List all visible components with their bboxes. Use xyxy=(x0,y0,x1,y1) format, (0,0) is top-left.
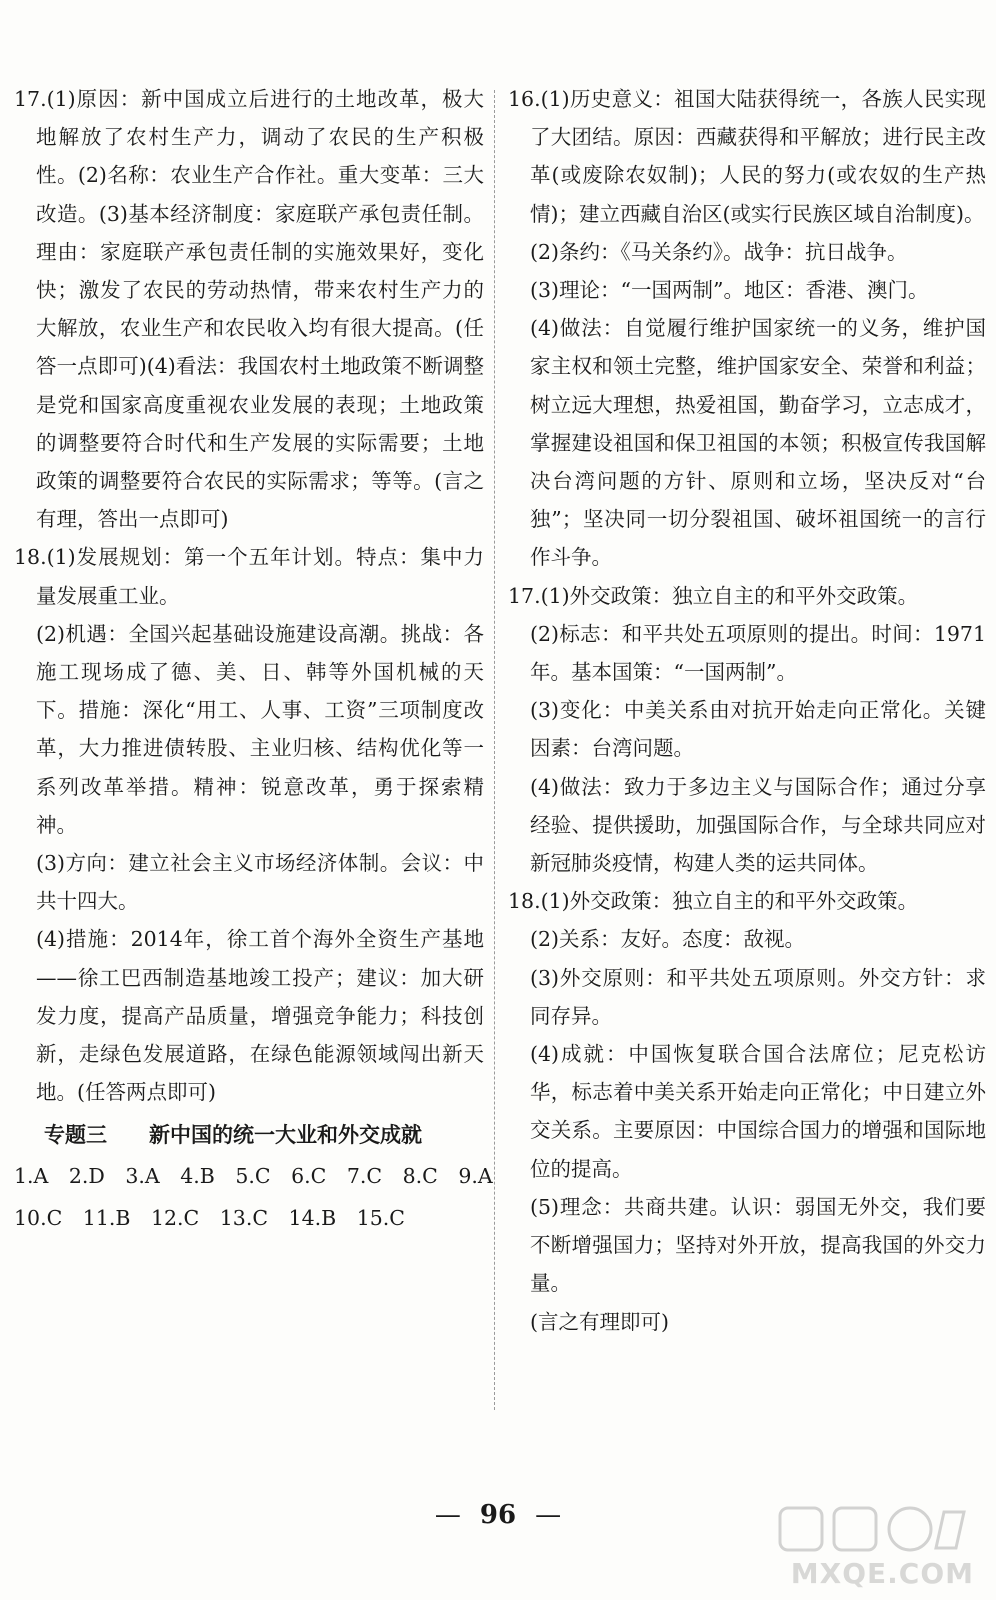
answer-q16-part2: (2)条约：《马关条约》。战争：抗日战争。 xyxy=(530,239,908,264)
section-title: 专题三 新中国的统一大业和外交成就 xyxy=(44,1123,422,1148)
answer-q16-part3: (3)理论：“一国两制”。地区：香港、澳门。 xyxy=(530,278,929,303)
answer-q18-right-note: (言之有理即可) xyxy=(530,1309,669,1334)
answer-q16-part4: (4)做法：自觉履行维护国家统一的义务，维护国家主权和领土完整，维护国家安全、荣誉和利益；树立远大理想，热爱祖国，勤奋学习，立志成才，掌握建设祖国和保卫祖国的本领；积极宣传我国解决台湾问题的方针、原则和立场，坚决反对“台独”；坚决同一切分裂祖国、破坏祖国统一的言行作斗争。 xyxy=(530,316,986,570)
answer-q18-part3: (3)方向：建立社会主义市场经济体制。会议：中共十四大。 xyxy=(36,851,484,914)
answer-q18-part2: (2)机遇：全国兴起基础设施建设高潮。挑战：各施工现场成了德、美、日、韩等外国机械的天下。措施：深化“用工、人事、工资”三项制度改革，大力推进债转股、主业归核、结构优化等一系列改革举措。精神：锐意改革，勇于探索精神。 xyxy=(36,621,484,837)
answer-q18-right-part3: (3)外交原则：和平共处五项原则。外交方针：求同存异。 xyxy=(530,965,986,1028)
watermark-text: MXQE.COM xyxy=(790,1557,974,1590)
answer-q17-right-part2: (2)标志：和平共处五项原则的提出。时间：1971年。基本国策：“一国两制”。 xyxy=(530,621,986,685)
watermark-logo xyxy=(760,1502,980,1592)
answer-q17-right-part4: (4)做法：致力于多边主义与国际合作；通过分享经验、提供援助，加强国际合作，与全球共同应对新冠肺炎疫情，构建人类的运共同体。 xyxy=(530,774,986,876)
answer-q17-right-part1: 17.(1)外交政策：独立自主的和平外交政策。 xyxy=(508,583,919,608)
page-number-dash-left: — xyxy=(434,1500,461,1530)
answer-q18-part1: 18.(1)发展规划：第一个五年计划。特点：集中力量发展重工业。 xyxy=(14,545,484,608)
watermark-icon xyxy=(760,1502,980,1562)
answer-q18-right-part2: (2)关系：友好。态度：敌视。 xyxy=(530,927,806,952)
column-divider xyxy=(494,90,495,1410)
choice-answers-line1: 1.A 2.D 3.A 4.B 5.C 6.C 7.C 8.C 9.A xyxy=(14,1164,493,1189)
answer-q18-right-part1: 18.(1)外交政策：独立自主的和平外交政策。 xyxy=(508,889,919,914)
answer-q18-part4: (4)措施：2014年，徐工首个海外全资生产基地——徐工巴西制造基地竣工投产；建议：加大研发力度，提高产品质量，增强竞争能力；科技创新，走绿色发展道路，在绿色能源领域闯出新天地。(任答两点即可) xyxy=(36,927,484,1105)
right-column xyxy=(508,80,986,1341)
page-number-dash-right: — xyxy=(535,1500,562,1530)
page-number-value: 96 xyxy=(479,1500,517,1530)
answer-q17-right-part3: (3)变化：中美关系由对抗开始走向正常化。关键因素：台湾问题。 xyxy=(530,698,986,761)
left-column xyxy=(14,80,493,1239)
answer-q17-left: 17.(1)原因：新中国成立后进行的土地改革，极大地解放了农村生产力，调动了农民的生产积极性。(2)名称：农业生产合作社。重大变革：三大改造。(3)基本经济制度：家庭联产承包责任制。理由：家庭联产承包责任制的实施效果好，变化快；激发了农民的劳动热情，带来农村生产力的大解放，农业生产和农民收入均有很大提高。(任答一点即可)(4)看法：我国农村土地政策不断调整是党和国家高度重视农业发展的表现；土地政策的调整要符合时代和生产发展的实际需要；土地政策的调整要符合农民的实际需求；等等。(言之有理，答出一点即可) xyxy=(14,87,484,532)
answer-q18-right-part4: (4)成就：中国恢复联合国合法席位；尼克松访华，标志着中美关系开始走向正常化；中日建立外交关系。主要原因：中国综合国力的增强和国际地位的提高。 xyxy=(530,1042,986,1181)
choice-answers-line2: 10.C 11.B 12.C 13.C 14.B 15.C xyxy=(14,1206,405,1231)
answer-q18-right-part5: (5)理念：共商共建。认识：弱国无外交，我们要不断增强国力；坚持对外开放，提高我国的外交力量。 xyxy=(530,1194,986,1296)
answer-q16-part1: 16.(1)历史意义：祖国大陆获得统一，各族人民实现了大团结。原因：西藏获得和平解放；进行民主改革(或废除农奴制)；人民的努力(或农奴的生产热情)；建立西藏自治区(或实行民族区域自治制度)。 xyxy=(508,87,986,226)
